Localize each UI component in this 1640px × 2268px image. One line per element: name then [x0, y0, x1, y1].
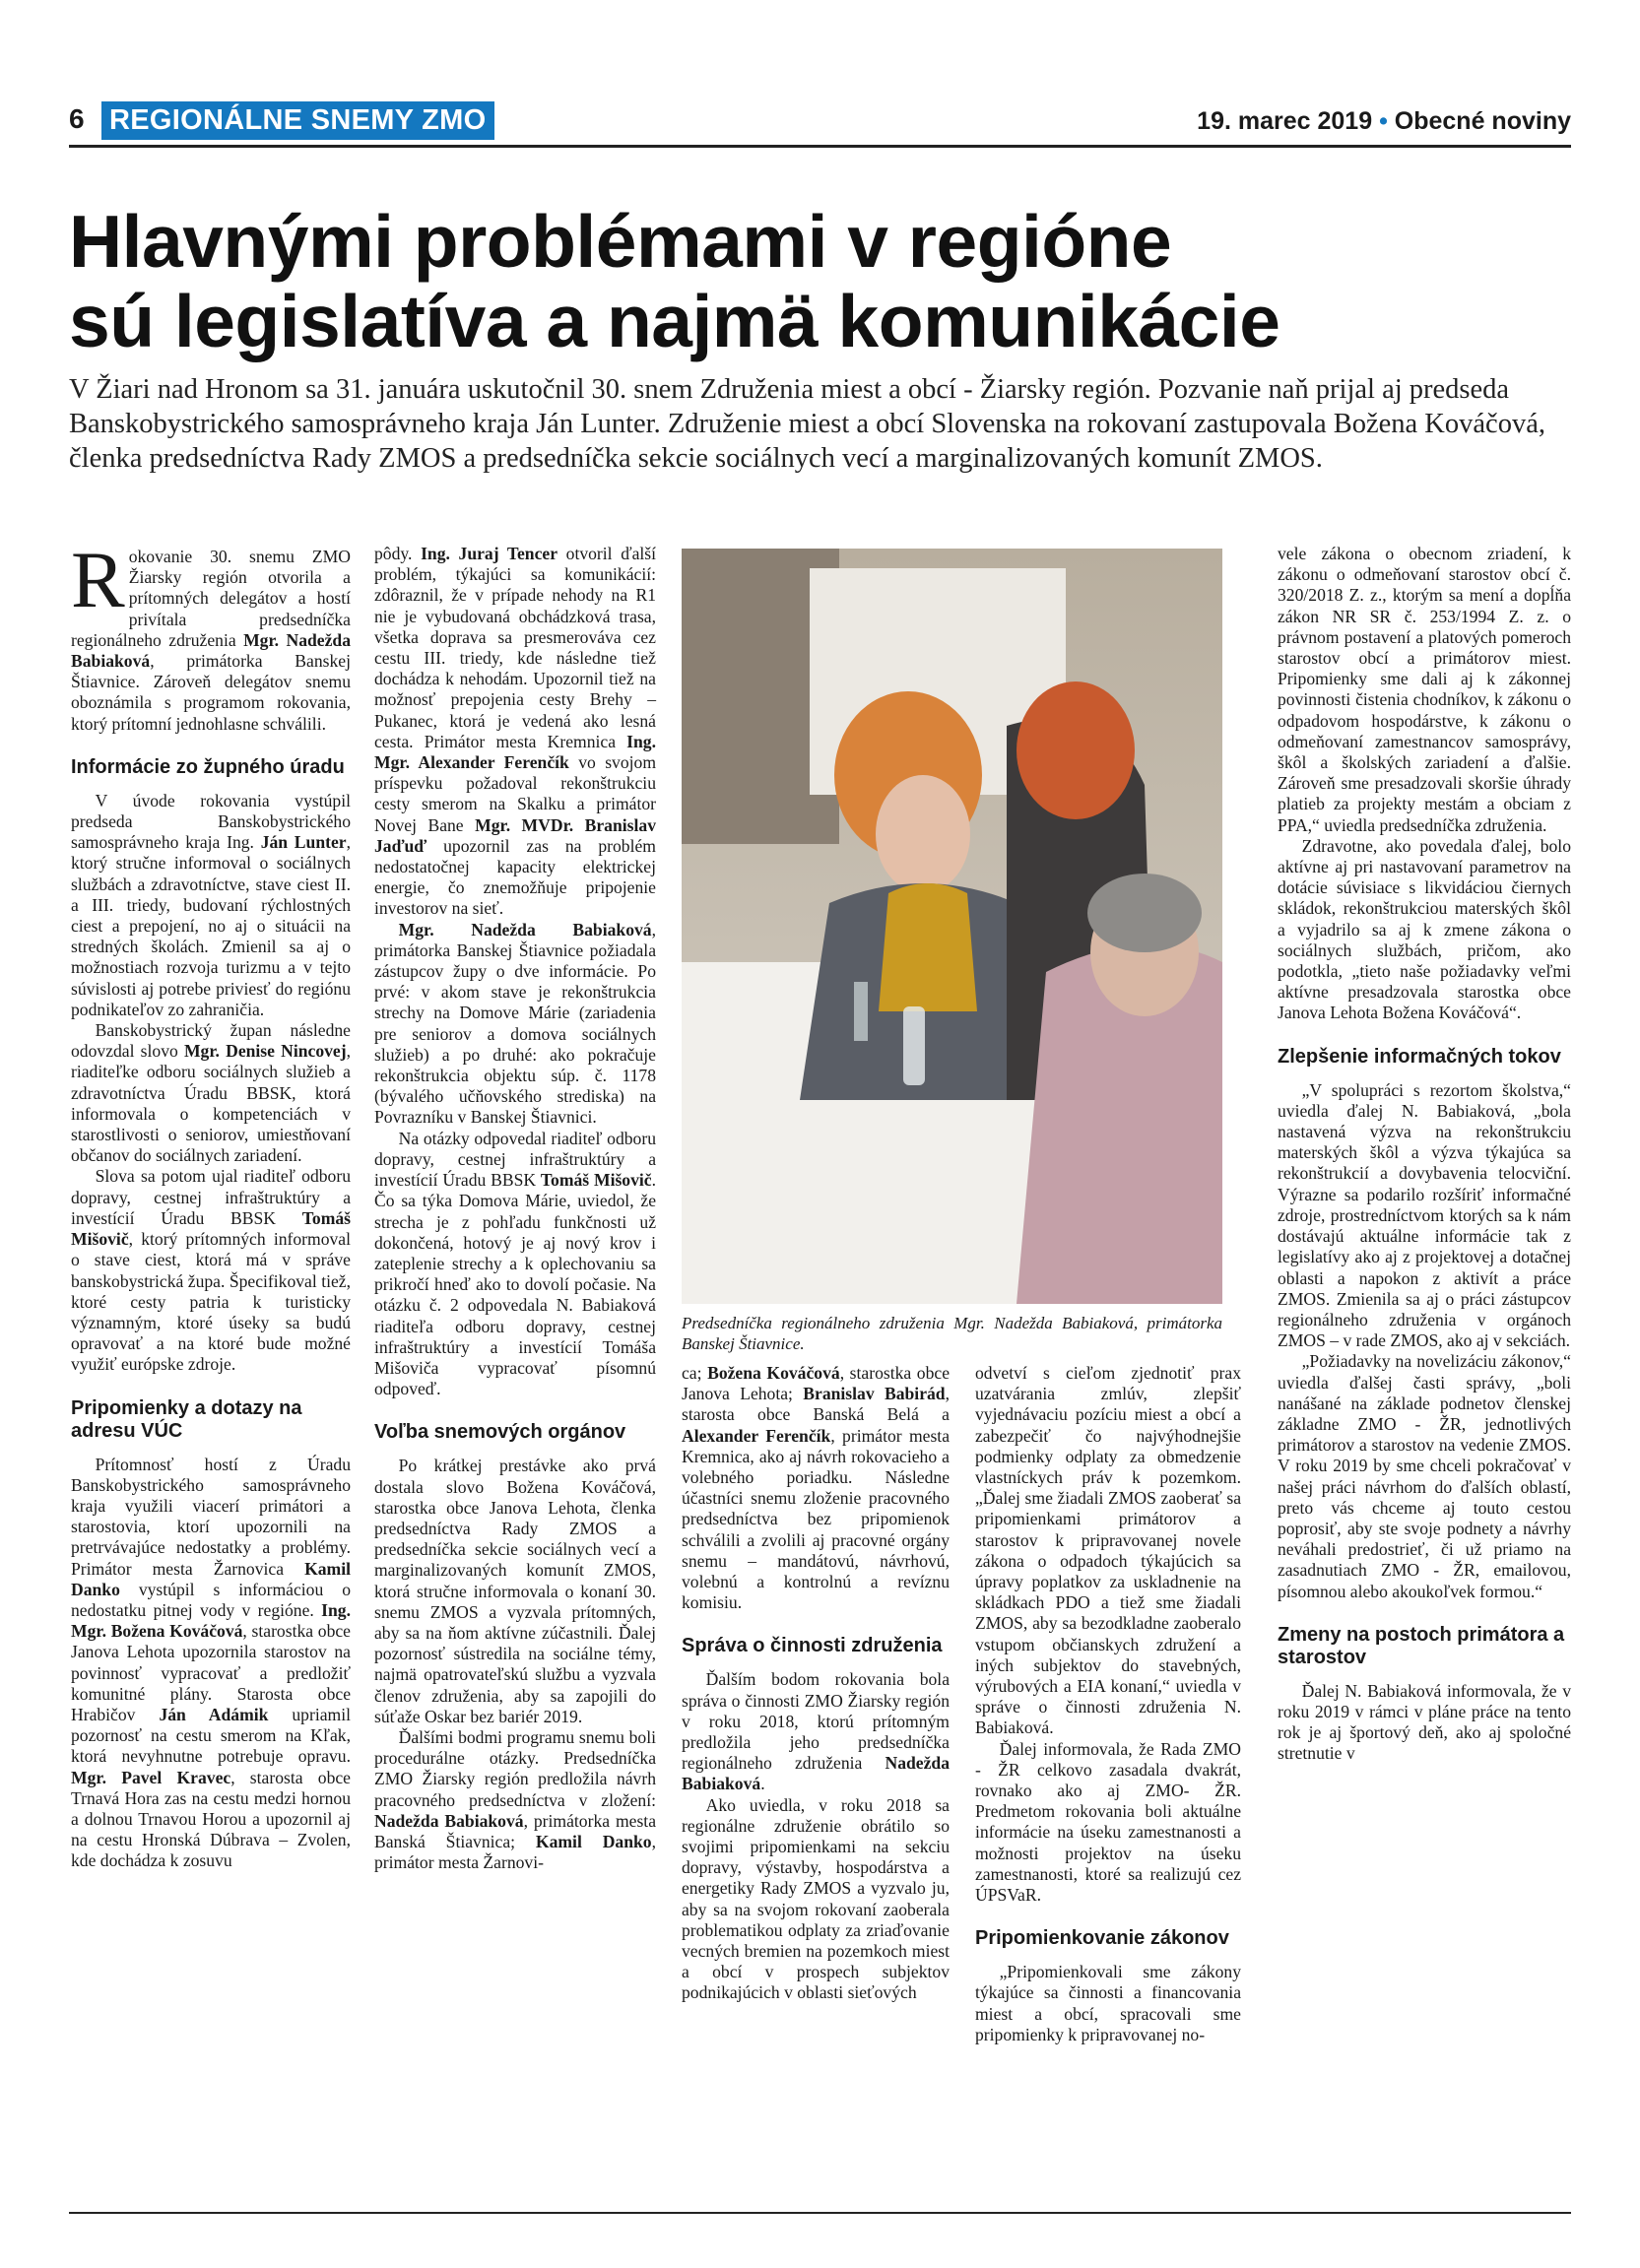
headline-line-2: sú legislatíva a najmä komunikácie — [69, 280, 1280, 362]
paragraph: ca; Božena Kováčová, starostka obce Janova Lehota; Branislav Babirád, starosta obce Banská Belá a Alexander Ferenčík, primátor mesta Kremnica, ako aj návrh rokovacieho a volebného poriadku. Následne účastníci snemu zloženie pracovného predsedníctva bez pripomienok schválili a zvolili aj pracovné orgány snemu – mandátovú, návrhovú, volebnú a kontrolnú a revíznu komisiu. — [682, 1363, 951, 1613]
paragraph: Ďalšími bodmi programu snemu boli procedurálne otázky. Predsedníčka ZMO Žiarsky región predložila návrh pracovného predsedníctva v zložení: Nadežda Babiaková, primátorka mesta Banská Štiavnica; Kamil Danko, primátor mesta Žarnovi- — [374, 1726, 657, 1873]
paragraph: odvetví s cieľom zjednotiť prax uzatvárania zmlúv, zlepšiť vyjednávaciu pozíciu miest a obcí a zabezpečiť čo najvýhodnejšie podmienky odplaty za obmedzenie vlastníckych práv k pozemkom. „Ďalej sme žiadali ZMOS zaoberať sa pripomienkami primátorov a starostov k pripravovanej novele zákona o odpadoch týkajúcich sa úpravy poplatkov za uskladnenie na skládkach PDO a tiež sme žiadali ZMOS, aby sa bezodkladne zaoberalo vstupom občianskych združení a iných subjektov do stavebných, výrubových a EIA konaní,“ uviedla v správe o činnosti združenia N. Babiaková. — [975, 1363, 1241, 1738]
paragraph: Mgr. Nadežda Babiaková, primátorka Banskej Štiavnice požiadala zástupcov župy o dve informácie. Po prvé: v akom stave je rekonštrukcia strechy na Domove Márie (zariadenia pre seniorov a domova sociálnych služieb) a po druhé: ako pokračuje rekonštrukcia objektu súp. č. 1178 (bývalého učňovského strediska) na Povrazníku v Banskej Štiavnici. — [374, 919, 656, 1128]
paragraph: V úvode rokovania vystúpil predseda Banskobystrického samosprávneho kraja Ing. Ján Lunter, ktorý stručne informoval o sociálnych službách a zdravotníctve, stave ciest II. a III. triedy, budovaní rýchlostných ciest a prepojení, no aj o situácii na stredných školách. Zmienil sa aj o možnostiach rozvoja turizmu a v tejto súvislosti aj potrebe priviesť do regiónu podnikateľov zo zahraničia. — [71, 790, 351, 1019]
article-column-4 — [975, 1363, 1241, 2045]
article-column-5 — [1278, 544, 1571, 1765]
footer-rule — [69, 2212, 1571, 2214]
subheading: Správa o činnosti združenia — [682, 1635, 943, 1657]
subheading: Zlepšenie informačných tokov — [1278, 1045, 1561, 1068]
subheading: Voľba snemových orgánov — [374, 1421, 626, 1444]
lead-paragraph: V Žiari nad Hronom sa 31. januára uskutočnil 30. snem Združenia miest a obcí - Žiarsky región. Pozvanie naň prijal aj predseda Banskobystrického samosprávneho kraja Ján Lunter. Združenie miest a obcí Slovenska na rokovaní zastupovala Božena Kováčová, členka predsedníctva Rady ZMOS a predsedníčka sekcie sociálnych vecí a marginalizovaných komunít ZMOS. — [69, 374, 1545, 474]
paragraph: „V spolupráci s rezortom školstva,“ uviedla ďalej N. Babiaková, „bola nastavená výzva na rekonštrukciu materských škôl a výzva týkajúca sa rekonštrukcií a dovybavenia telocviční. Výrazne sa podarilo rozšíriť informačné zdroje, prostredníctvom ktorých sa k nám dostávajú aktuálne informácie tak z legislatívy ako aj z projektovej a dotačnej oblasti a napokon z aktivít a práce ZMOS. Zmienila sa aj o práci zástupcov regionálneho združenia v orgánoch ZMOS – v rade ZMOS, ako aj v sekciách. — [1278, 1079, 1571, 1351]
paragraph: Na otázky odpovedal riaditeľ odboru dopravy, cestnej infraštruktúry a investícií Úradu BBSK Tomáš Mišovič. Čo sa týka Domova Márie, uviedol, že strecha je z pohľadu funkčnosti už dokončená, hotový je aj nový krov i zateplenie strechy a k oplechovaniu sa prikročí hneď ako to dovolí počasie. Na otázku č. 2 odpovedala N. Babiaková riaditeľa odboru dopravy, cestnej infraštruktúry a investícií Tomáša Mišoviča vypracovať písomnú odpoveď. — [374, 1128, 657, 1399]
paragraph: vele zákona o obecnom zriadení, k zákonu o odmeňovaní starostov obcí č. 320/2018 Z. z., ktorým sa mení a dopĺňa zákon NR SR č. 253/1994 Z. z. o právnom postavení a platových pomeroch starostov obcí a primátorov miest. Pripomienky sme dali aj k zákonnej povinnosti čistenia chodníkov, k zákonu o odpadovom hospodárstve, k zákonu o odmeňovaní zamestnancov samosprávy, škôl a školských zariadení a ďalšie. Zároveň sme presadzovali skoršie úhrady platieb za projekty mestám a obciam z PPA,“ uviedla predsedníčka združenia. — [1278, 544, 1571, 835]
paragraph: Po krátkej prestávke ako prvá dostala slovo Božena Kováčová, starostka obce Janova Lehota, členka predsedníctva Rady ZMOS a predsedníčka sekcie sociálnych vecí a marginalizovaných komunít ZMOS, ktorá stručne informovala o konaní 30. snemu ZMOS a vyzvala prítomných, aby sa na ňom aktívne zúčastnili. Ďalej pozornosť sústredila na sociálne témy, najmä opatrovateľskú službu a vyzvala členov združenia, aby sa zapojili do súťaže Oskar bez bariér 2019. — [374, 1456, 656, 1726]
paragraph: Ďalším bodom rokovania bola správa o činnosti ZMO Žiarsky región v roku 2018, ktorú prítomným predložila jeho predsedníčka regionálneho združenia Nadežda Babiaková. — [682, 1669, 950, 1794]
paragraph: „Požiadavky na novelizáciu zákonov,“ uviedla ďalšej časti správy, „boli nanášané na základe podnetov členskej základne ZMO - ŽR, jednotlivých primátorov a starostov na vedenie ZMOS. V roku 2019 by sme chceli pokračovať v našej práci návrhom do ďalších oblastí, preto vás chceme aj touto cestou poprosiť, aby ste svoje podnety a návrhy neváhali predostrieť, či už priamo na zasadnutiach ZMO - ŽR, emailovou, písomnou alebo akoukoľvek formou.“ — [1278, 1351, 1571, 1601]
publication-name: Obecné noviny — [1394, 107, 1571, 135]
article-photo — [682, 549, 1222, 1304]
article-column-2 — [374, 544, 656, 1873]
paragraph: Ďalej informovala, že Rada ZMO - ŽR celkovo zasadala dvakrát, rovnako ako aj ZMO- ŽR. Predmetom rokovania boli aktuálne informácie na úseku zamestnanosti a možnosti projektov na úseku zamestnanosti, ktoré sa realizujú cez ÚPSVaR. — [975, 1738, 1241, 1906]
dateline — [1197, 107, 1571, 136]
paragraph: Prítomnosť hostí z Úradu Banskobystrického samosprávneho kraja využili viacerí primátori a starostovia, ktorí upozornili na pretrvávajúce nedostatky a problémy. Primátor mesta Žarnovica Kamil Danko vystúpil s informáciou o nedostatku pitnej vody v regióne. Ing. Mgr. Božena Kováčová, starostka obce Janova Lehota upozornila starostov na povinnosť vypracovať a predložiť komunitné plány. Starosta obce Hrabičov Ján Adámik upriamil pozornosť na cestu smerom na Kľak, ktorá nevyhnutne potrebuje opravu. Mgr. Pavel Kravec, starosta obce Trnavá Hora zas na cestu medzi hornou a dolnou Trnavou Horou a upozornil aj na cestu Hronská Dúbrava – Zvolen, kde dochádza k zosuvu — [71, 1454, 351, 1871]
subheading: Zmeny na postoch primátora a starostov — [1278, 1623, 1565, 1668]
paragraph: pôdy. Ing. Juraj Tencer otvoril ďalší problém, týkajúci sa komunikácií: zdôraznil, že v prípade nehody na R1 nie je vybudovaná obchádzková trasa, všetka doprava sa presmerováva cez cestu III. triedy, kde následne tiež dochádza k nehodám. Upozornil tiež na možnosť prepojenia cesty Brehy – Pukanec, ktorá je vedená ako lesná cesta. Primátor mesta Kremnica Ing. Mgr. Alexander Ferenčík vo svojom príspevku požadoval rekonštrukciu cesty smerom na Skalku a primátor Novej Bane Mgr. MVDr. Branislav Jaďuď upozornil zas na problém nedostatočnej kapacity elektrickej energie, čo znemožňuje pripojenie investorov na sieť. — [374, 544, 657, 919]
photo-caption: Predsedníčka regionálneho združenia Mgr. Nadežda Babiaková, primátorka Banskej Štiavnice. — [682, 1314, 1222, 1353]
headline-line-1: Hlavnými problémami v regióne — [69, 200, 1172, 283]
paragraph: Zdravotne, ako povedala ďalej, bolo aktívne aj pri nastavovaní parametrov na dotácie súvisiace s likvidáciou čiernych skládok, rekonštrukciou materských škôl a vyjadrilo sa aj k zmene zákona o sociálnych službách, pričom, ako podotkla, „tieto naše požiadavky veľmi aktívne presadzovala starostka obce Janova Lehota Božena Kováčová“. — [1278, 835, 1571, 1023]
article-column-1 — [71, 535, 351, 1872]
article-column-3 — [682, 1363, 950, 2004]
subheading: Pripomienkovanie zákonov — [975, 1927, 1229, 1950]
subheading: Pripomienky a dotazy na adresu VÚC — [71, 1396, 302, 1442]
separator-dot: • — [1379, 107, 1388, 135]
issue-date: 19. marec 2019 — [1197, 107, 1373, 135]
paragraph: Rokovanie 30. snemu ZMO Žiarsky región otvorila a prítomných delegátov a hostí privítala predsedníčka regionálneho združenia Mgr. Nadežda Babiaková, primátorka Banskej Štiavnice. Zároveň delegátov snemu oboznámila s programom rokovania, ktorý prítomní jednohlasne schválili. — [71, 535, 351, 734]
drop-cap: R — [71, 535, 125, 624]
paragraph: Ďalej N. Babiaková informovala, že v roku 2019 v rámci v pláne práce na tento rok je aj športový deň, ako aj spoločné stretnutie v — [1278, 1680, 1571, 1764]
page-number: 6 — [69, 103, 85, 134]
headline — [69, 202, 1566, 361]
subheading: Informácie zo župného úradu — [71, 755, 345, 778]
paragraph: Ako uviedla, v roku 2018 sa regionálne združenie obrátilo so svojimi pripomienkami na sekciu dopravy, výstavby, hospodárstva a energetiky Rady ZMOS a vyzvalo ju, aby sa na svojom rokovaní zaoberala problematikou odplaty za zriaďovanie vecných bremien na pozemkoch miest a obcí v prospech subjektov podnikajúcich v oblasti sieťových — [682, 1794, 950, 2003]
paragraph: „Pripomienkovali sme zákony týkajúce sa činnosti a financovania miest a obcí, spracovali sme pripomienky k pripravovanej no- — [975, 1962, 1241, 2044]
header-rule — [69, 145, 1571, 148]
paragraph: Banskobystrický župan následne odovzdal slovo Mgr. Denise Nincovej, riaditeľke odboru sociálnych služieb a zdravotníctva Úradu BBSK, ktorá informovala o kompetenciách v starostlivosti o seniorov, umiestňovaní občanov do sociálnych zariadení. — [71, 1020, 351, 1166]
section-label: REGIONÁLNE SNEMY ZMO — [101, 101, 494, 140]
paragraph: Slova sa potom ujal riaditeľ odboru dopravy, cestnej infraštruktúry a investícií Úradu BBSK Tomáš Mišovič, ktorý prítomných informoval o stave ciest, ktorá má v správe banskobystrická župa. Špecifikoval tiež, ktoré cesty patria k turisticky významným, ktoré úseky sa budú opravovať a na ktoré bude možné využiť európske zdroje. — [71, 1166, 351, 1375]
